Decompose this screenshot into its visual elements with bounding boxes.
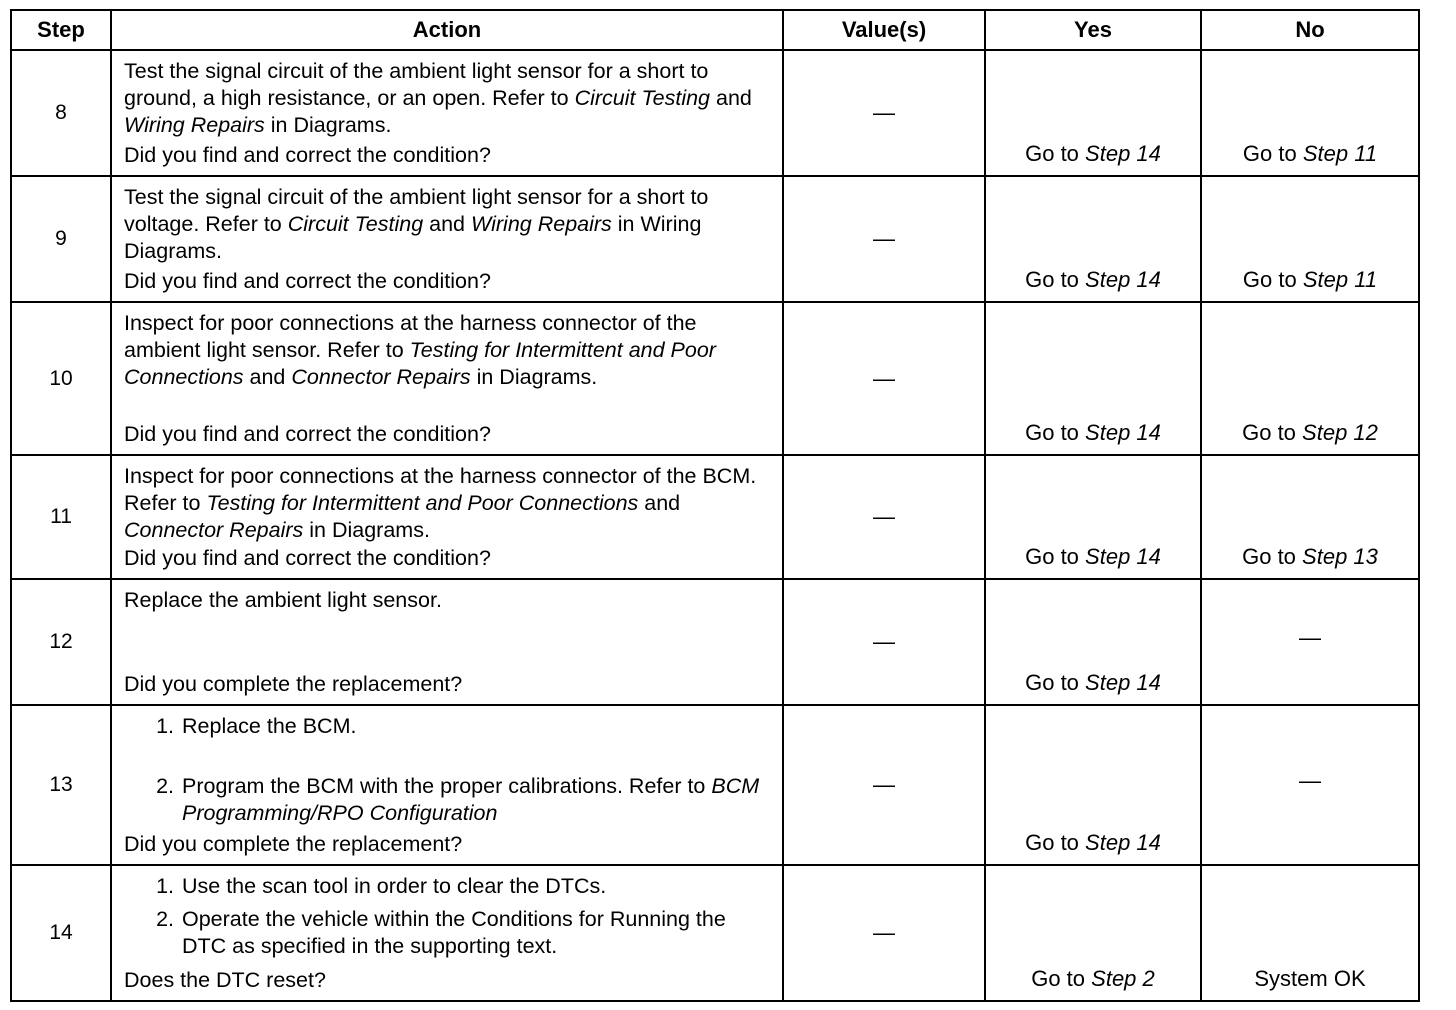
action-cell [111,579,783,705]
table-row [11,176,1419,302]
value-cell: — [783,50,985,176]
action-text: Inspect for poor connections at the harness connector of the BCM. Refer to Testing for Intermittent and Poor Connections and Connector Repairs in Diagrams. [124,464,757,542]
yes-cell: Go to Step 14 [985,705,1201,865]
step-number: 14 [11,865,111,1001]
no-cell: — [1201,705,1419,865]
action-text: Test the signal circuit of the ambient light sensor for a short to voltage. Refer to Circuit Testing and Wiring Repairs in Wiring Diagrams. [124,185,709,263]
yes-cell: Go to Step 14 [985,176,1201,302]
step-number: 12 [11,579,111,705]
step-number: 10 [11,302,111,455]
action-list [124,713,770,827]
action-question: Did you find and correct the condition? [124,422,491,446]
list-item: 1. Replace the BCM. [180,713,770,740]
no-cell: Go to Step 11 [1201,50,1419,176]
step-number: 13 [11,705,111,865]
action-cell [111,865,783,1001]
yes-cell: Go to Step 14 [985,455,1201,579]
table-row [11,455,1419,579]
header-no: No [1201,10,1419,50]
step-number: 11 [11,455,111,579]
list-item: 2. Program the BCM with the proper calibrations. Refer to BCM Programming/RPO Configuration [180,773,770,827]
list-item: 1. Use the scan tool in order to clear the DTCs. [180,873,770,900]
yes-cell: Go to Step 14 [985,579,1201,705]
action-question: Did you find and correct the condition? [124,546,491,570]
step-number: 9 [11,176,111,302]
header-row [11,10,1419,50]
action-question: Did you complete the replacement? [124,832,463,856]
table-row [11,579,1419,705]
list-item: 2. Operate the vehicle within the Conditions for Running the DTC as specified in the supporting text. [180,906,770,960]
action-cell [111,176,783,302]
no-cell: Go to Step 12 [1201,302,1419,455]
yes-cell: Go to Step 14 [985,302,1201,455]
table-row [11,865,1419,1001]
value-cell: — [783,176,985,302]
value-cell: — [783,705,985,865]
header-yes: Yes [985,10,1201,50]
action-cell [111,50,783,176]
value-cell: — [783,455,985,579]
header-values: Value(s) [783,10,985,50]
no-cell: Go to Step 13 [1201,455,1419,579]
no-cell: — [1201,579,1419,705]
table-row [11,705,1419,865]
value-cell: — [783,302,985,455]
table-row [11,50,1419,176]
action-cell [111,302,783,455]
value-cell: — [783,865,985,1001]
action-question: Did you find and correct the condition? [124,269,491,293]
action-question: Did you find and correct the condition? [124,143,491,167]
action-list [124,873,770,960]
action-text: Replace the ambient light sensor. [124,588,442,612]
action-cell [111,705,783,865]
yes-cell: Go to Step 14 [985,50,1201,176]
no-cell: Go to Step 11 [1201,176,1419,302]
action-question: Does the DTC reset? [124,968,326,992]
table-row [11,302,1419,455]
diagnostic-table [10,9,1420,1002]
no-cell: System OK [1201,865,1419,1001]
action-text: Inspect for poor connections at the harness connector of the ambient light sensor. Refer to Testing for Intermittent and Poor Connections and Connector Repairs in Diagrams. [124,311,716,389]
yes-cell: Go to Step 2 [985,865,1201,1001]
action-cell [111,455,783,579]
action-text: Test the signal circuit of the ambient light sensor for a short to ground, a high resistance, or an open. Refer to Circuit Testing and Wiring Repairs in Diagrams. [124,59,752,137]
header-action: Action [111,10,783,50]
value-cell: — [783,579,985,705]
action-question: Did you complete the replacement? [124,672,463,696]
header-step: Step [11,10,111,50]
step-number: 8 [11,50,111,176]
